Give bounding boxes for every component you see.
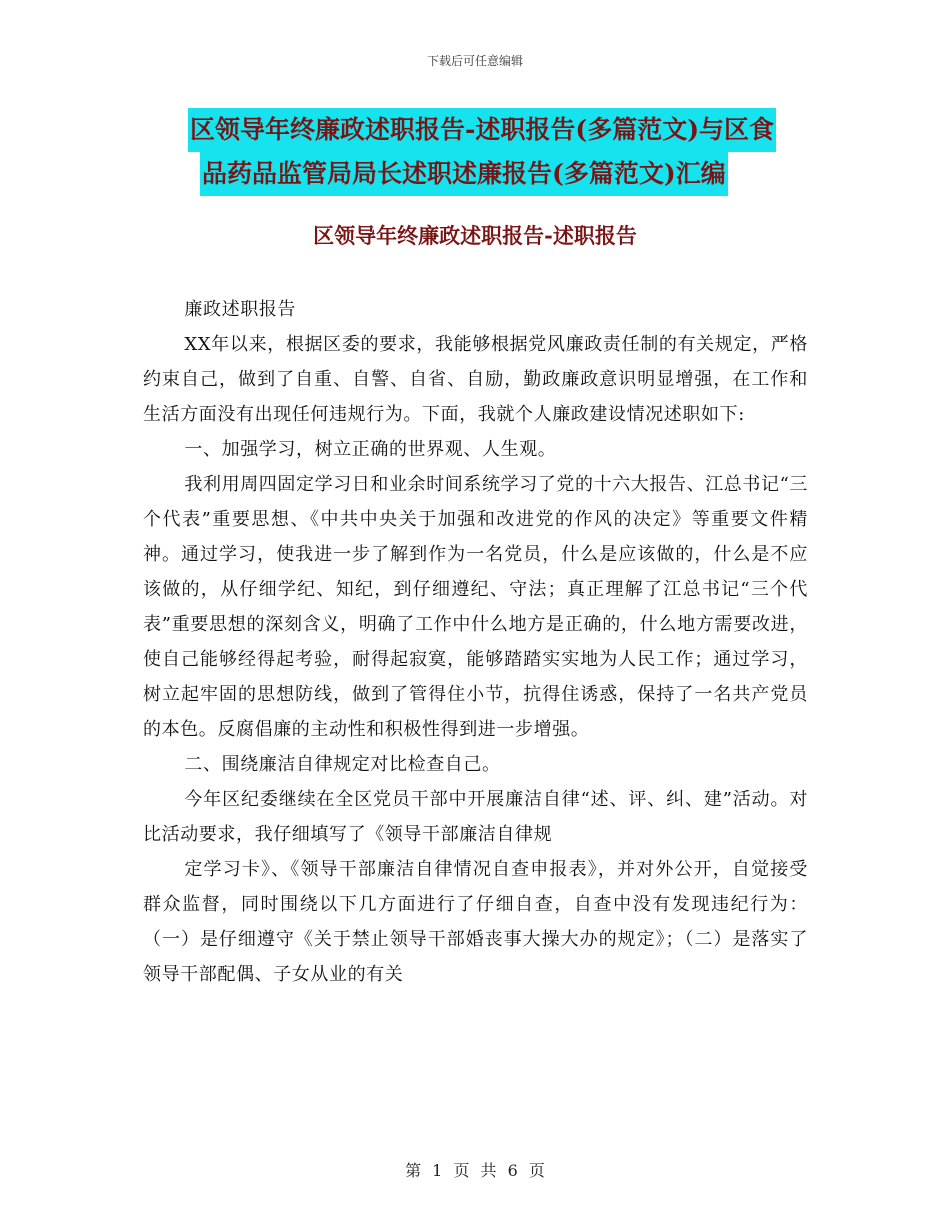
header-note: 下载后可任意编辑 — [426, 54, 523, 68]
document-title-line-1: 区领导年终廉政述职报告-述职报告(多篇范文)与区食 — [188, 108, 776, 152]
paragraph: 我利用周四固定学习日和业余时间系统学习了党的十六大报告、江总书记“三个代表”重要思想、《中共中央关于加强和改进党的作风的决定》等重要文件精神。通过学习，使我进一步了解到作为一名党员，什么是应该做的，什么是不应该做的，从仔细学纪、知纪，到仔细遵纪、守法；真正理解了江总书记“三个代表”重要思想的深刻含义，明确了工作中什么地方是正确的，什么地方需要改进，使自己能够经得起考验，耐得起寂寞，能够踏踏实实地为人民工作；通过学习，树立起牢固的思想防线，做到了管得住小节，抗得住诱惑，保持了一名共产党员的本色。反腐倡廉的主动性和积极性得到进一步增强。 — [143, 474, 808, 740]
paragraph: 廉政述职报告 — [184, 299, 296, 320]
paragraph: XX年以来，根据区委的要求，我能够根据党风廉政责任制的有关规定，严格约束自己，做到了自重、自警、自省、自励，勤政廉政意识明显增强，在工作和生活方面没有出现任何违规行为。下面，我就个人廉政建设情况述职如下: — [143, 334, 808, 425]
document-title — [140, 108, 840, 196]
section-title: 区领导年终廉政述职报告-述职报告 — [313, 223, 637, 248]
paragraph: 今年区纪委继续在全区党员干部中开展廉洁自律“述、评、纠、建”活动。对比活动要求，我仔细填写了《领导干部廉洁自律规 — [143, 789, 808, 845]
body-text — [143, 292, 808, 992]
document-title-line-2: 品药品监管局局长述职述廉报告(多篇范文)汇编 — [200, 152, 728, 196]
page-number: 第 1 页 共 6 页 — [405, 1161, 545, 1180]
paragraph: 一、加强学习，树立正确的世界观、人生观。 — [184, 439, 557, 460]
paragraph: 定学习卡》、《领导干部廉洁自律情况自查申报表》，并对外公开，自觉接受群众监督，同时围绕以下几方面进行了仔细自查，自查中没有发现违纪行为：（一）是仔细遵守《关于禁止领导干部婚丧事大操大办的规定》；（二）是落实了领导干部配偶、子女从业的有关 — [143, 859, 808, 985]
paragraph: 二、围绕廉洁自律规定对比检查自己。 — [184, 754, 501, 775]
